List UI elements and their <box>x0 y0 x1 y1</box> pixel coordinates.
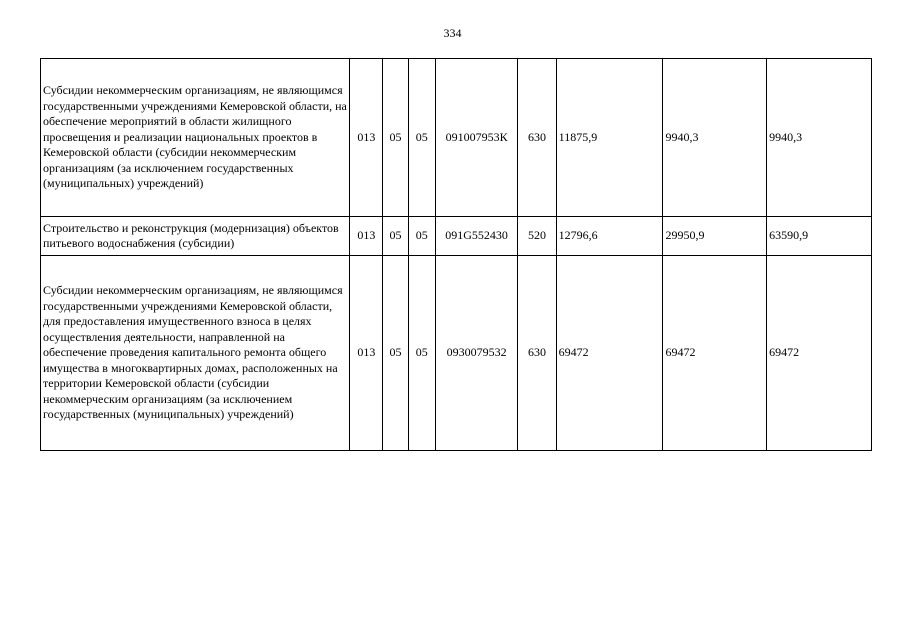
amount-year-2: 29950,9 <box>663 217 767 256</box>
target-item-code: 091007953К <box>435 59 518 217</box>
department-code: 013 <box>350 217 383 256</box>
row-description: Субсидии некоммерческим организациям, не являющимся государственными учреждениями Кемеровской области, на обеспечение мероприятий в области жилищного просвещения и реализации национальных проектов в Кемеровской области (субсидии некоммерческим организациям (за исключением государственных (муниципальных) учреждений) <box>41 59 350 217</box>
expense-type-code: 630 <box>518 256 556 451</box>
department-code: 013 <box>350 256 383 451</box>
section-code: 05 <box>383 256 408 451</box>
amount-year-1: 12796,6 <box>556 217 663 256</box>
amount-year-3: 69472 <box>767 256 872 451</box>
page-number: 334 <box>443 26 462 40</box>
department-code: 013 <box>350 59 383 217</box>
row-description: Строительство и реконструкция (модернизация) объектов питьевого водоснабжения (субсидии) <box>41 217 350 256</box>
row-description: Субсидии некоммерческим организациям, не являющимся государственными учреждениями Кемеровской области, для предоставления имущественного взноса в целях осуществления деятельности, направленной на обеспечение проведения капитального ремонта общего имущества в многоквартирных домах, расположенных на территории Кемеровской области (субсидии некоммерческим организациям (за исключением государственных (муниципальных) учреждений) <box>41 256 350 451</box>
expense-type-code: 630 <box>518 59 556 217</box>
section-code: 05 <box>383 59 408 217</box>
amount-year-1: 69472 <box>556 256 663 451</box>
amount-year-2: 69472 <box>663 256 767 451</box>
subsection-code: 05 <box>408 217 435 256</box>
target-item-code: 0930079532 <box>435 256 518 451</box>
expense-type-code: 520 <box>518 217 556 256</box>
table-row <box>41 217 872 256</box>
budget-table <box>40 58 872 451</box>
amount-year-1: 11875,9 <box>556 59 663 217</box>
section-code: 05 <box>383 217 408 256</box>
amount-year-3: 63590,9 <box>767 217 872 256</box>
subsection-code: 05 <box>408 256 435 451</box>
table-row <box>41 256 872 451</box>
target-item-code: 091G552430 <box>435 217 518 256</box>
amount-year-2: 9940,3 <box>663 59 767 217</box>
subsection-code: 05 <box>408 59 435 217</box>
table-row <box>41 59 872 217</box>
amount-year-3: 9940,3 <box>767 59 872 217</box>
